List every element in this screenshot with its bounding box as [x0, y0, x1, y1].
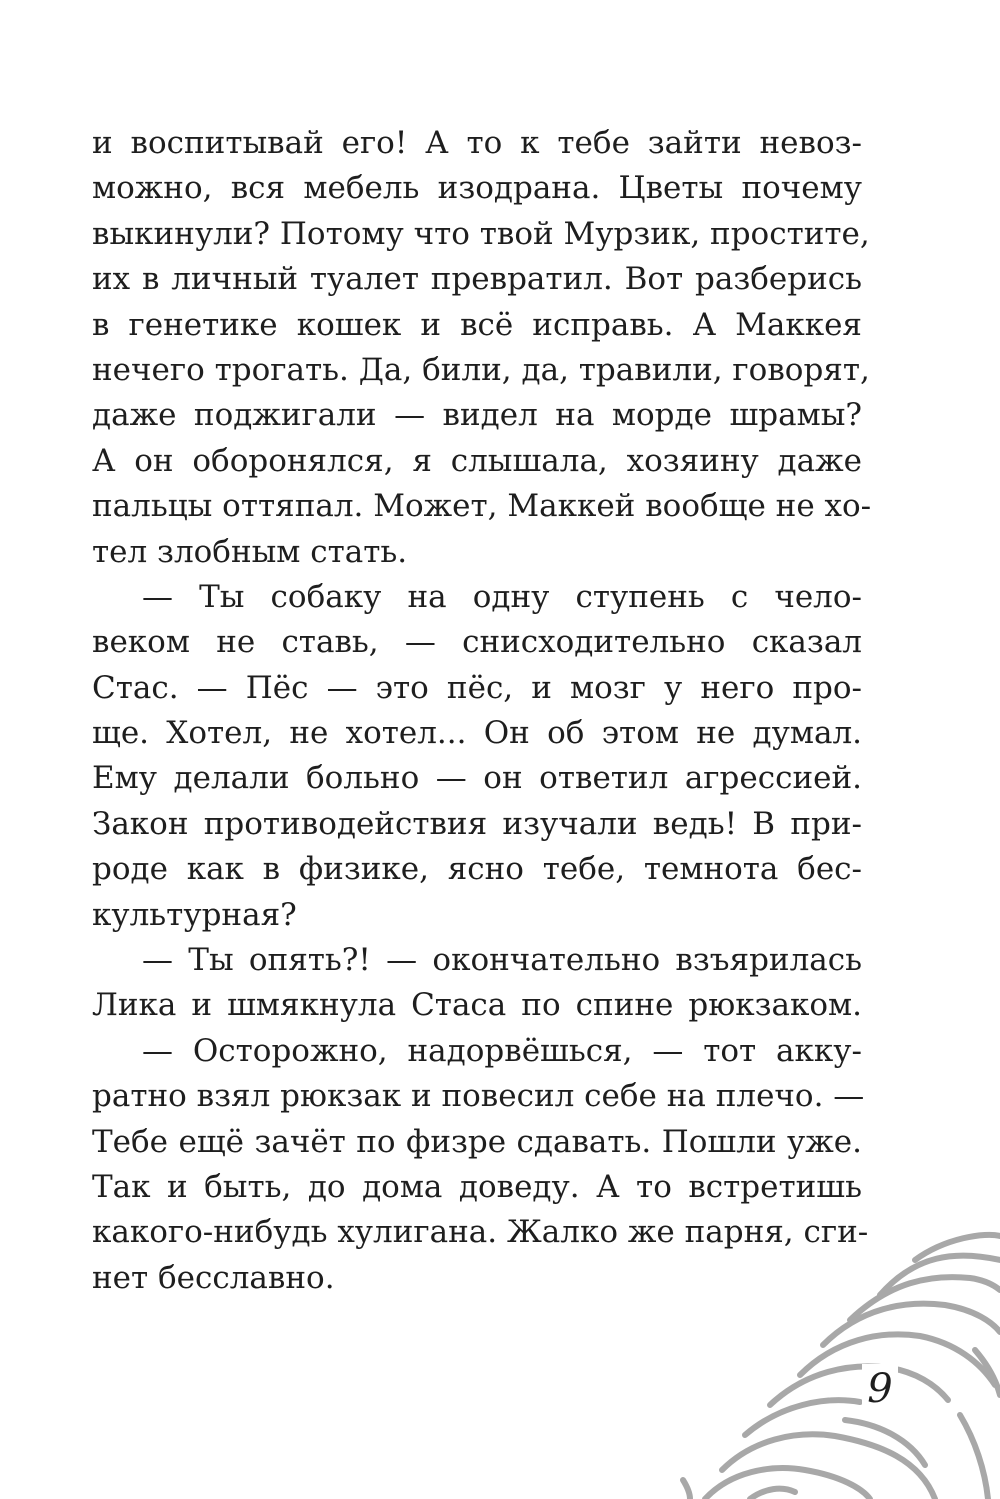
- text-line: Лика и шмякнула Стаса по спине рюкзаком.: [92, 987, 862, 1024]
- text-line: и воспитывай его! А то к тебе зайти невоз-: [92, 125, 862, 161]
- text-line: Ему делали больно — он ответил агрессией.: [92, 760, 862, 797]
- text-line: Так и быть, до дома доведу. А то встретишь: [92, 1168, 862, 1205]
- text-line: можно, вся мебель изодрана. Цветы почему: [92, 170, 862, 207]
- body-text: [92, 121, 872, 1301]
- text-line: их в личный туалет превратил. Вот разберись: [92, 261, 862, 298]
- text-line: Тебе ещё зачёт по физре сдавать. Пошли уже.: [92, 1123, 862, 1160]
- text-line: даже поджигали — видел на морде шрамы?: [92, 397, 862, 434]
- text-line: какого-нибудь хулигана. Жалко же парня, сги-: [92, 1214, 869, 1251]
- text-line: веком не ставь, — снисходительно сказал: [92, 624, 862, 661]
- page-number: 9: [862, 1364, 898, 1414]
- text-line: выкинули? Потому что твой Мурзик, простите,: [92, 215, 870, 252]
- text-line: — Осторожно, надорвёшься, — тот акку-: [142, 1032, 862, 1069]
- text-line: Закон противодействия изучали ведь! В при-: [92, 805, 862, 842]
- text-line: ратно взял рюкзак и повесил себе на плечо. —: [92, 1078, 865, 1115]
- text-line: Стас. — Пёс — это пёс, и мозг у него про-: [92, 669, 862, 706]
- text-line: ще. Хотел, не хотел... Он об этом не думал.: [92, 715, 862, 752]
- text-line: — Ты собаку на одну ступень с чело-: [142, 578, 862, 615]
- text-line: нечего трогать. Да, били, да, травили, говорят,: [92, 351, 870, 388]
- text-line: — Ты опять?! — окончательно взъярилась: [142, 942, 862, 979]
- text-line: тел злобным стать.: [92, 533, 408, 570]
- text-line: пальцы оттяпал. Может, Маккей вообще не хо-: [92, 488, 872, 525]
- text-line: в генетике кошек и всё исправь. А Маккея: [92, 306, 862, 343]
- text-line: А он оборонялся, я слышала, хозяину даже: [92, 442, 862, 479]
- text-line: культурная?: [92, 896, 297, 933]
- text-line: нет бесславно.: [92, 1259, 335, 1296]
- text-line: роде как в физике, ясно тебе, темнота бес-: [92, 851, 862, 888]
